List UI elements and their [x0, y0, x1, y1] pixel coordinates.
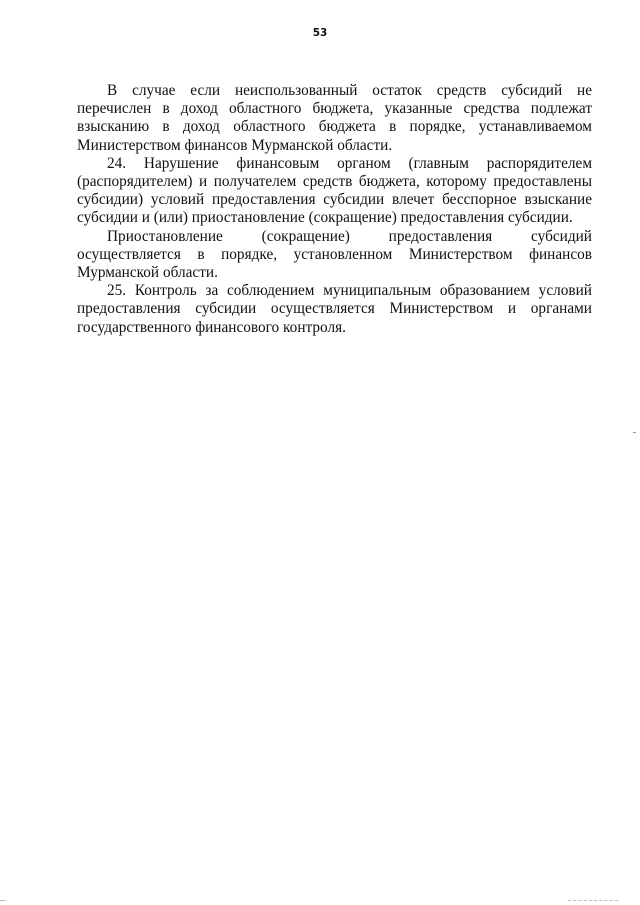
scan-mark-bottom-left	[0, 900, 6, 901]
paragraph-suspension: Приостановление (сокращение) предоставления субсидий осуществляется в порядке, установленном Министерством финансов Мурманской области.	[77, 227, 592, 282]
scan-mark-right	[633, 432, 636, 433]
page-number: 53	[312, 27, 328, 39]
paragraph-unused-balance: В случае если неиспользованный остаток средств субсидий не перечислен в доход областного бюджета, указанные средства подлежат взысканию в доход областного бюджета в порядке, устанавливаемом Министерством финансов Мурманской области.	[77, 82, 592, 154]
paragraph-item-24: 24. Нарушение финансовым органом (главным распорядителем (распорядителем) и получателем средств бюджета, которому предоставлены субсидии) условий предоставления субсидии влечет бесспорное взыскание субсидии и (или) приостановление (сокращение) предоставления субсидии.	[77, 154, 592, 227]
paragraph-item-25: 25. Контроль за соблюдением муниципальным образованием условий предоставления субсидии осуществляется Министерством и органами государственного финансового контроля.	[77, 282, 592, 336]
scan-mark-bottom-right	[568, 900, 618, 902]
document-body	[77, 82, 592, 337]
